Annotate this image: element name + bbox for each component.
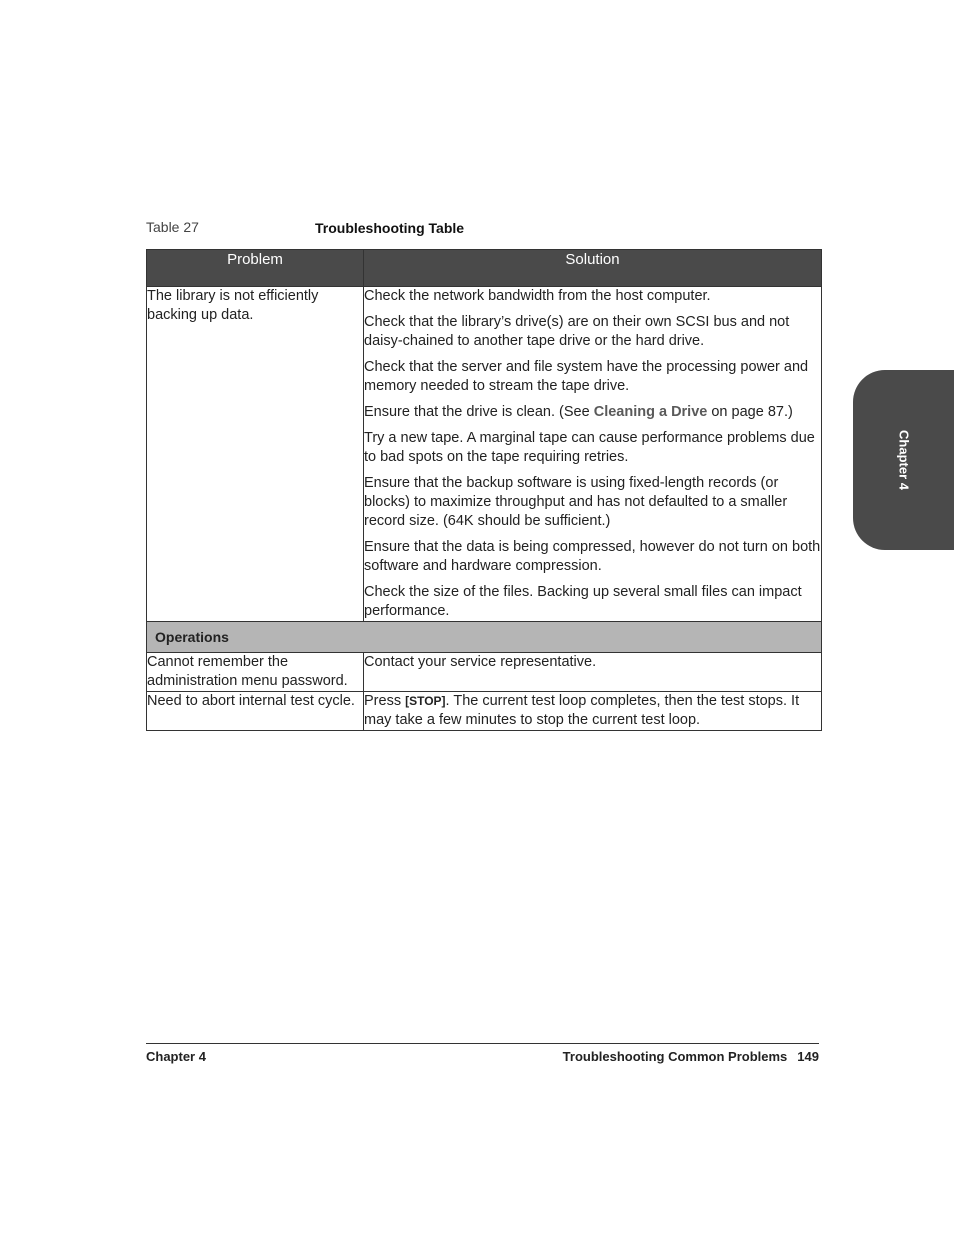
table-caption — [146, 219, 820, 239]
page-number: 149 — [797, 1049, 819, 1064]
footer-section — [563, 1049, 819, 1064]
solution-text: on page 87.) — [707, 404, 793, 420]
footer-divider — [146, 1043, 819, 1044]
solution-cell: Contact your service representative. — [364, 653, 822, 692]
chapter-tab — [853, 370, 954, 550]
problem-cell: The library is not efficiently backing up data. — [147, 287, 364, 622]
solution-cell — [364, 692, 822, 731]
solution-item: Check the network bandwidth from the host computer. — [364, 288, 711, 304]
problem-cell: Need to abort internal test cycle. — [147, 692, 364, 731]
solution-item: Ensure that the backup software is using fixed-length records (or blocks) to maximize throughput and has not defaulted to a smaller record size. (64K should be sufficient.) — [364, 475, 788, 529]
solution-item: Try a new tape. A marginal tape can cause performance problems due to bad spots on the tape requiring retries. — [364, 430, 815, 465]
header-solution: Solution — [364, 250, 822, 287]
solution-item: Ensure that the data is being compressed, however do not turn on both software and hardware compression. — [364, 539, 821, 574]
table-title: Troubleshooting Table — [315, 220, 465, 236]
table-number: Table 27 — [146, 219, 199, 235]
header-problem: Problem — [147, 250, 364, 287]
solution-item — [364, 403, 821, 422]
solution-text: Press — [364, 693, 406, 709]
solution-cell — [364, 287, 822, 622]
footer-section-title: Troubleshooting Common Problems — [562, 1049, 788, 1064]
chapter-tab-label: Chapter 4 — [896, 430, 911, 490]
solution-text: . The current test loop completes, then the test stops. It may take a few minutes to stop the current test loop. — [364, 693, 800, 728]
solution-item: Check that the library’s drive(s) are on their own SCSI bus and not daisy-chained to another tape drive or the hard drive. — [364, 314, 790, 349]
cleaning-a-drive-link[interactable]: Cleaning a Drive — [593, 404, 708, 420]
table-row — [147, 287, 822, 622]
section-label: Operations — [147, 622, 822, 653]
stop-key: [STOP] — [405, 694, 446, 708]
problem-cell: Cannot remember the administration menu password. — [147, 653, 364, 692]
table-row — [147, 653, 822, 692]
footer-chapter: Chapter 4 — [146, 1049, 206, 1064]
table-row — [147, 692, 822, 731]
solution-item: Check that the server and file system have the processing power and memory needed to stream the tape drive. — [364, 359, 809, 394]
solution-item: Check the size of the files. Backing up several small files can impact performance. — [364, 584, 802, 619]
section-row — [147, 622, 822, 653]
troubleshooting-table — [146, 249, 822, 731]
table-header-row — [147, 250, 822, 287]
solution-text: Ensure that the drive is clean. (See — [364, 404, 594, 420]
